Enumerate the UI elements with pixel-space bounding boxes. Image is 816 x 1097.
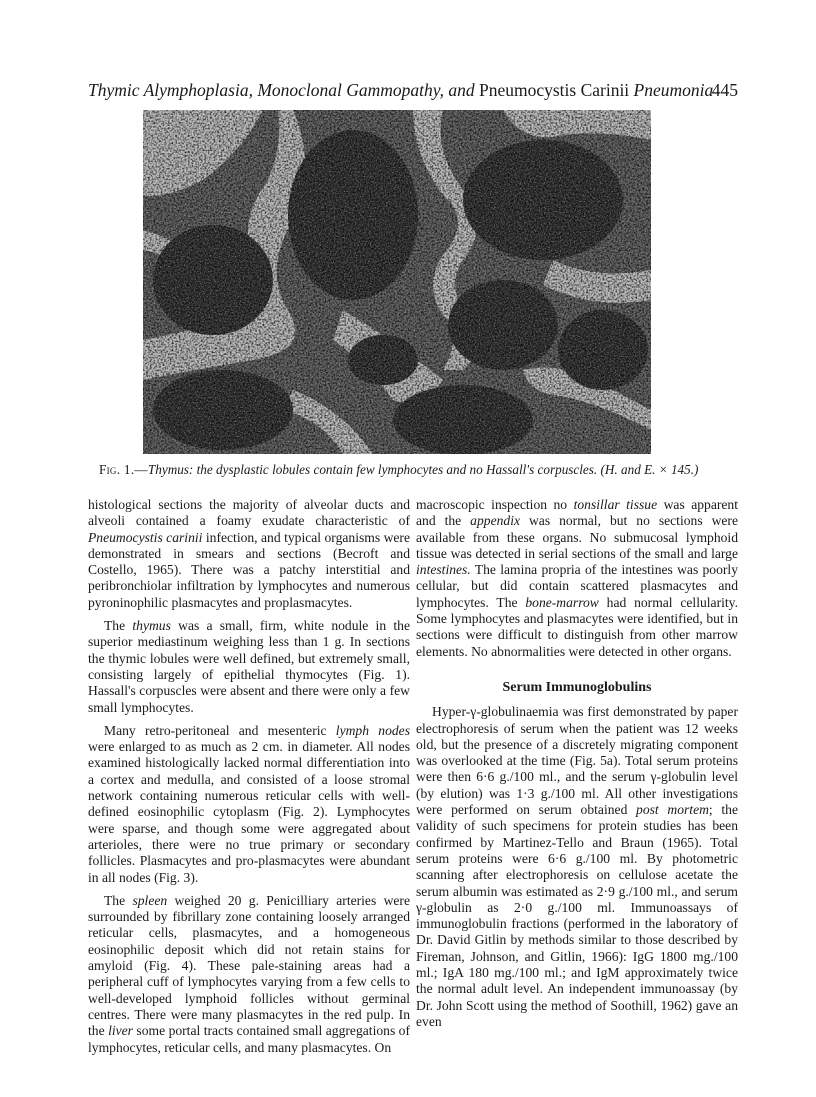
paragraph-lymph-nodes bbox=[88, 723, 410, 886]
paragraph-spleen bbox=[88, 893, 410, 1056]
paragraph-serum bbox=[416, 704, 738, 1030]
text-run: Hyper-γ-globulinaemia was first demonstrated by paper electrophoresis of serum when the patient was 12 weeks old, but the presence of a discretely migrating component was overlooked at the time (Fig. 5a). Total serum proteins were then 6·6 g./100 ml., and the serum γ-globulin level (by elution) was 1·3 g./100 ml. All other investigations were performed on serum obtained bbox=[416, 704, 738, 818]
paragraph-lungs bbox=[88, 497, 410, 611]
text-run-italic: post mortem bbox=[636, 802, 709, 818]
text-run: ; the validity of such specimens for protein studies has been confirmed by Martinez-Tello and Braun (1965). Total serum proteins were 6·6 g./100 ml. By photometric scanning after electrophoresis on cellulose acetate the serum albumin was estimated as 2·9 g./100 ml., and serum γ-globulin as 2·0 g./100 ml. Immunoassays of immunoglobulin fractions (performed in the laboratory of Dr. David Gitlin by methods similar to those described by Fireman, Johnson, and Gitlin, 1966): IgG 1800 mg./100 ml.; IgA 180 mg./100 ml.; and IgM approximately twice the normal adult level. An independent immunoassay (by Dr. John Scott using the method of Soothill, 1962) gave an even bbox=[416, 802, 738, 1029]
text-run: macroscopic inspection no bbox=[416, 497, 574, 512]
text-run-italic: tonsillar tissue bbox=[573, 497, 658, 512]
text-run: was a small, firm, white nodule in the superior mediastinum weighing less than 1 g. In sections the thymic lobules were well defined, but extremely small, consisting largely of epithelial thymocytes (Fig. 1). Hassall's corpuscles were absent and there were only a few small lymphocytes. bbox=[88, 618, 410, 715]
text-run-italic: bone-marrow bbox=[525, 594, 599, 610]
caption-stain: (H. and E. × 145.) bbox=[600, 462, 699, 477]
right-column bbox=[416, 497, 738, 1030]
text-run-italic: liver bbox=[108, 1023, 133, 1039]
text-run: Many retro-peritoneal and mesenteric bbox=[104, 722, 336, 738]
text-run: The lamina propria of the intestines was poorly cellular, but did contain scattered plasmacytes and lymphocytes. The bbox=[416, 562, 738, 610]
caption-text: Thymus: the dysplastic lobules contain few lymphocytes and no Hassall's corpuscles. bbox=[147, 462, 598, 477]
text-run: infection, and typical organisms were demonstrated in smears and sections (Becroft and Costello, 1965). There was a patchy interstitial and peribronchiolar infiltration by lymphocytes and numerous pyroninophilic plasmacytes and proplasmacytes. bbox=[88, 529, 410, 610]
text-run: weighed 20 g. Penicilliary arteries were surrounded by fibrillary zone containing loosely arranged reticular cells, plasmacytes, and a homogeneous eosinophilic deposit which did not retain stains for amyloid (Fig. 4). These pale-staining areas had a peripheral cuff of lymphocytes varying from a few cells to well-developed lymphoid follicles without germinal centres. There were many plasmacytes in the red pulp. In the bbox=[88, 892, 410, 1039]
text-run: was normal, but no sections were available from these organs. No submucosal lymphoid tissue was detected in serial sections of the small and large bbox=[416, 513, 738, 561]
figure-caption bbox=[99, 462, 739, 478]
text-run: The bbox=[104, 892, 133, 908]
page-number: 445 bbox=[711, 80, 738, 100]
text-run: The bbox=[104, 618, 133, 634]
section-heading: Serum Immunoglobulins bbox=[502, 679, 652, 695]
text-run: histological sections the majority of alveolar ducts and alveoli contained a foamy exudate characteristic of bbox=[88, 497, 410, 529]
header-title-italic-end: Pneumonia bbox=[633, 80, 714, 100]
header-title-italic: Thymic Alymphoplasia, Monoclonal Gammopathy, bbox=[88, 80, 444, 100]
header-title-and: and bbox=[448, 80, 475, 100]
header-title-roman: Pneumocystis Carinii bbox=[474, 80, 634, 100]
text-run-italic: appendix bbox=[470, 513, 521, 529]
text-run-italic: thymus bbox=[132, 618, 171, 634]
paragraph-other-organs bbox=[416, 497, 738, 660]
text-run: had normal cellularity. Some lymphocytes and plasmacytes were identified, but in sections were difficult to distinguish from other marrow elements. No abnormalities were detected in other organs. bbox=[416, 594, 738, 659]
text-run-italic: lymph nodes bbox=[335, 722, 410, 738]
running-header bbox=[88, 80, 738, 101]
text-run-italic: spleen bbox=[132, 892, 168, 908]
caption-label: Fig. 1.— bbox=[99, 462, 148, 477]
text-run-italic: Pneumocystis carinii bbox=[88, 529, 203, 545]
left-column bbox=[88, 497, 410, 1056]
thymus-micrograph bbox=[143, 110, 651, 454]
paragraph-thymus bbox=[88, 618, 410, 716]
text-run: was apparent and the bbox=[416, 497, 739, 529]
text-run-italic: intestines. bbox=[416, 562, 471, 578]
text-run: were enlarged to as much as 2 cm. in diameter. All nodes examined histologically lacked normal differentiation into a cortex and medulla, and consisted of a loose stromal network containing numerous reticular cells with well-defined eosinophilic cytoplasm (Fig. 2). Lymphocytes were sparse, and though some were aggregated about arterioles, there were no true primary or secondary follicles. Plasmacytes and pro-plasmacytes were abundant in all nodes (Fig. 3). bbox=[88, 739, 410, 885]
text-run: some portal tracts contained small aggregations of lymphocytes, reticular cells, and many plasmacytes. On bbox=[88, 1023, 410, 1055]
